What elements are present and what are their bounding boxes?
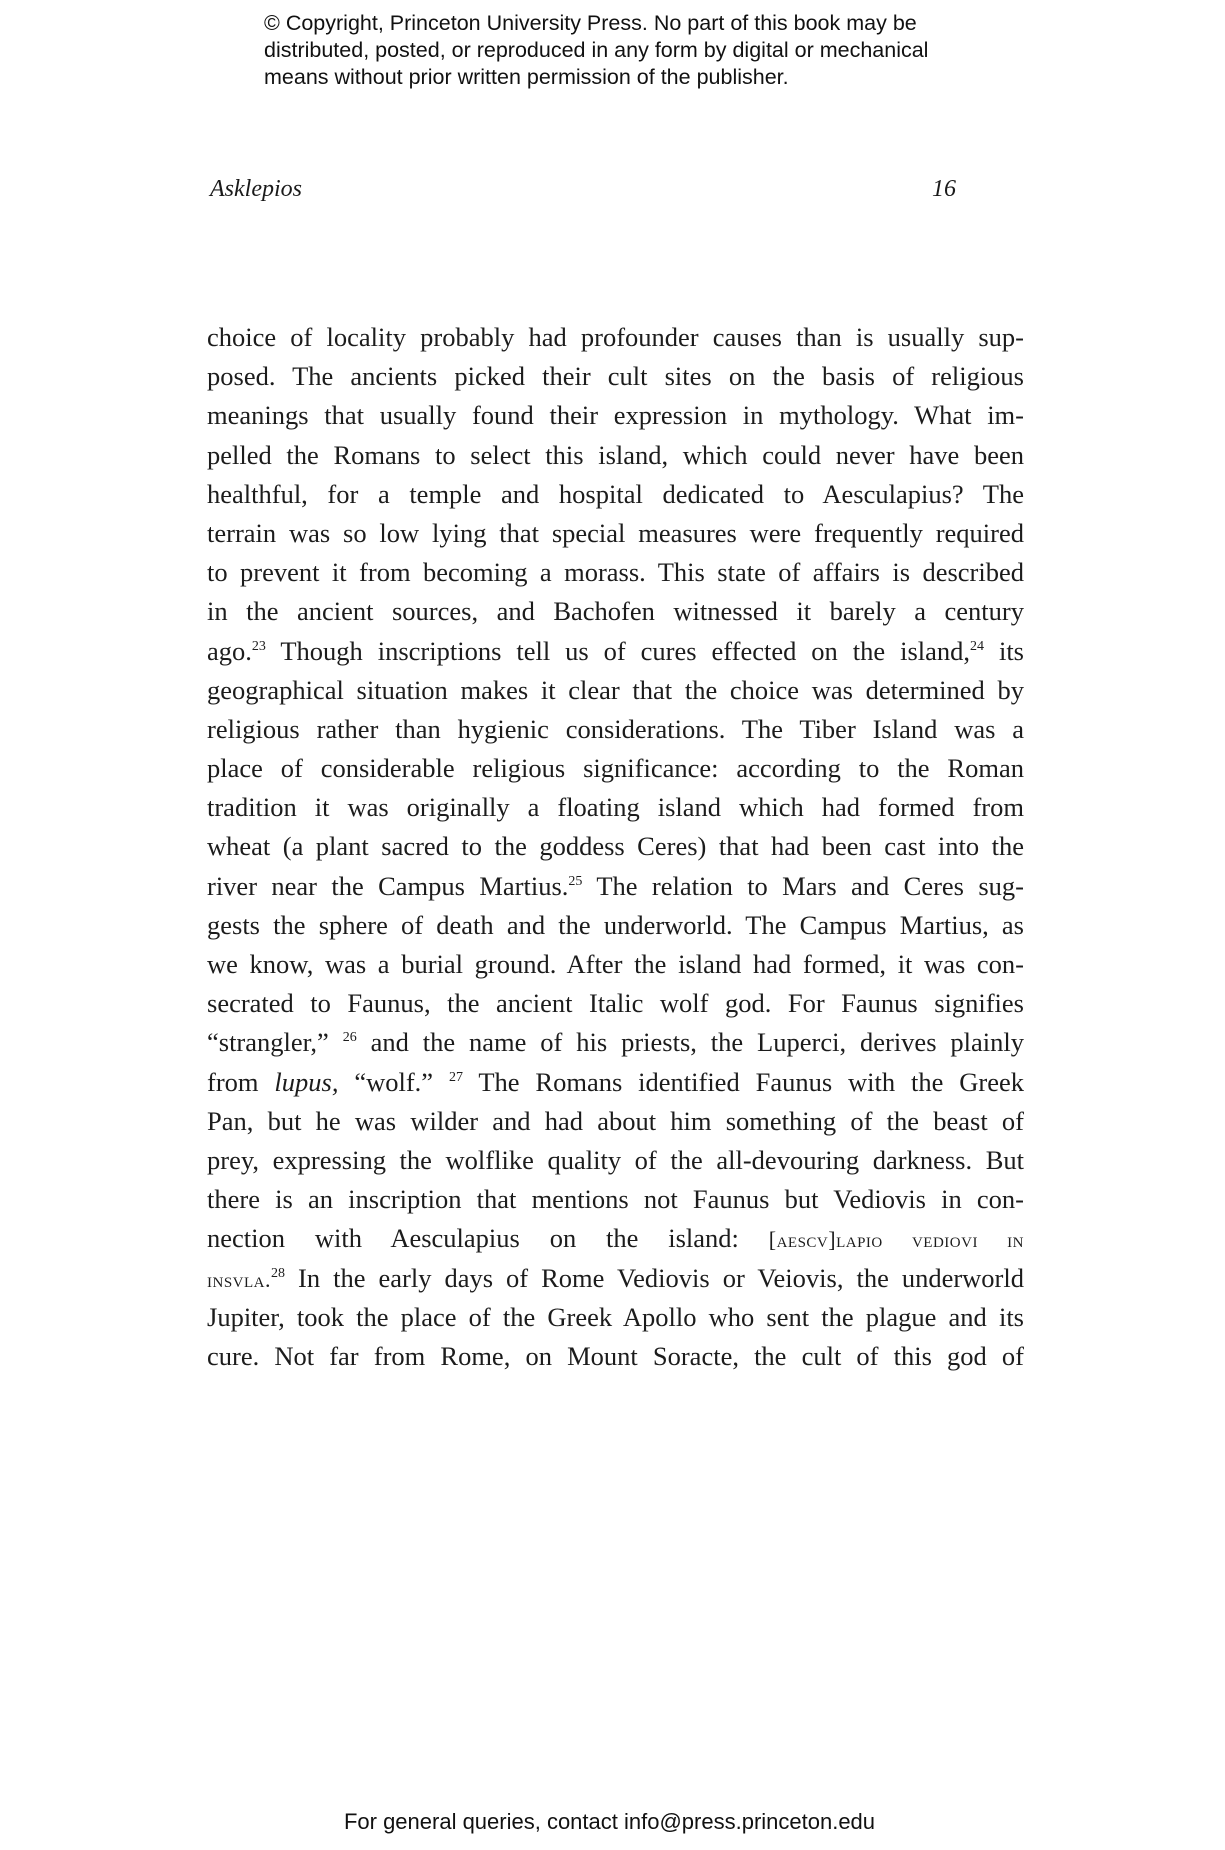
- footnote-marker: 26: [342, 1030, 357, 1046]
- text-segment: ago.: [207, 635, 252, 666]
- text-line: tradition it was originally a floating island which had formed from: [207, 792, 1024, 823]
- text-line: place of considerable religious significance: according to the Roman: [207, 753, 1024, 784]
- text-line: secrated to Faunus, the ancient Italic wolf god. For Faunus signifies: [207, 988, 1024, 1019]
- text-line: Pan, but he was wilder and had about him something of the beast of: [207, 1105, 1024, 1136]
- text-line: Jupiter, took the place of the Greek Apollo who sent the plague and its: [207, 1301, 1024, 1332]
- text-line: [207, 1063, 1024, 1102]
- footer-contact: [0, 1809, 1225, 1835]
- text-line: posed. The ancients picked their cult sites on the basis of religious: [207, 361, 1024, 392]
- text-line: [207, 1259, 1024, 1298]
- text-line: religious rather than hygienic considerations. The Tiber Island was a: [207, 713, 1024, 744]
- text-segment: The relation to Mars and Ceres sug-: [582, 870, 1024, 901]
- text-segment: In the early days of Rome Vediovis or Veiovis, the underworld: [285, 1262, 1024, 1293]
- text-line: meanings that usually found their expression in mythology. What im-: [207, 400, 1024, 431]
- text-line: geographical situation makes it clear that the choice was determined by: [207, 674, 1024, 705]
- text-line: [207, 867, 1024, 906]
- chapter-title: Asklepios: [210, 176, 302, 202]
- body-paragraph: [207, 318, 1024, 1376]
- text-line: [207, 1023, 1024, 1062]
- text-segment: nection with Aesculapius on the island:: [207, 1223, 769, 1254]
- italic-term: lupus,: [274, 1066, 339, 1097]
- text-line: cure. Not far from Rome, on Mount Soracte, the cult of this god of: [207, 1340, 1024, 1371]
- copyright-notice: [264, 10, 984, 91]
- page-number: 16: [932, 176, 956, 202]
- text-line: [207, 1219, 1024, 1258]
- copyright-line: © Copyright, Princeton University Press. No part of this book may be: [264, 11, 917, 35]
- text-segment: “wolf.”: [338, 1066, 449, 1097]
- text-line: [207, 632, 1024, 671]
- text-line: gests the sphere of death and the underworld. The Campus Martius, as: [207, 909, 1024, 940]
- footnote-marker: 28: [271, 1265, 285, 1281]
- text-line: pelled the Romans to select this island, which could never have been: [207, 439, 1024, 470]
- copyright-line: distributed, posted, or reproduced in any form by digital or mechanical: [264, 38, 929, 62]
- text-segment: its: [984, 635, 1024, 666]
- text-line: there is an inscription that mentions not Faunus but Vediovis in con-: [207, 1184, 1024, 1215]
- running-head: [210, 176, 1028, 210]
- inscription-text: insvla.: [207, 1266, 271, 1292]
- inscription-text: [aescv]lapio vediovi in: [768, 1227, 1024, 1253]
- footer-text: For general queries, contact info@press.princeton.edu: [343, 1809, 876, 1834]
- text-segment: “strangler,”: [207, 1027, 343, 1058]
- copyright-line: means without prior written permission of the publisher.: [264, 65, 789, 89]
- text-segment: Though inscriptions tell us of cures effected on the island,: [265, 635, 971, 666]
- text-segment: from: [207, 1066, 275, 1097]
- text-line: choice of locality probably had profounder causes than is usually sup-: [207, 322, 1024, 352]
- footnote-marker: 23: [251, 638, 266, 654]
- footnote-marker: 24: [970, 638, 985, 654]
- text-line: healthful, for a temple and hospital dedicated to Aesculapius? The: [207, 478, 1024, 509]
- footnote-marker: 27: [448, 1069, 463, 1085]
- text-line: terrain was so low lying that special measures were frequently required: [207, 517, 1024, 548]
- text-line: in the ancient sources, and Bachofen witnessed it barely a century: [207, 596, 1024, 627]
- footnote-marker: 25: [568, 873, 583, 889]
- text-segment: and the name of his priests, the Luperci, derives plainly: [356, 1027, 1024, 1058]
- text-segment: The Romans identified Faunus with the Greek: [462, 1066, 1024, 1097]
- text-line: we know, was a burial ground. After the island had formed, it was con-: [207, 949, 1024, 979]
- text-line: prey, expressing the wolflike quality of the all-devouring darkness. But: [207, 1144, 1024, 1175]
- text-line: to prevent it from becoming a morass. This state of affairs is described: [207, 557, 1024, 588]
- text-line: wheat (a plant sacred to the goddess Ceres) that had been cast into the: [207, 831, 1024, 862]
- text-segment: river near the Campus Martius.: [207, 870, 569, 901]
